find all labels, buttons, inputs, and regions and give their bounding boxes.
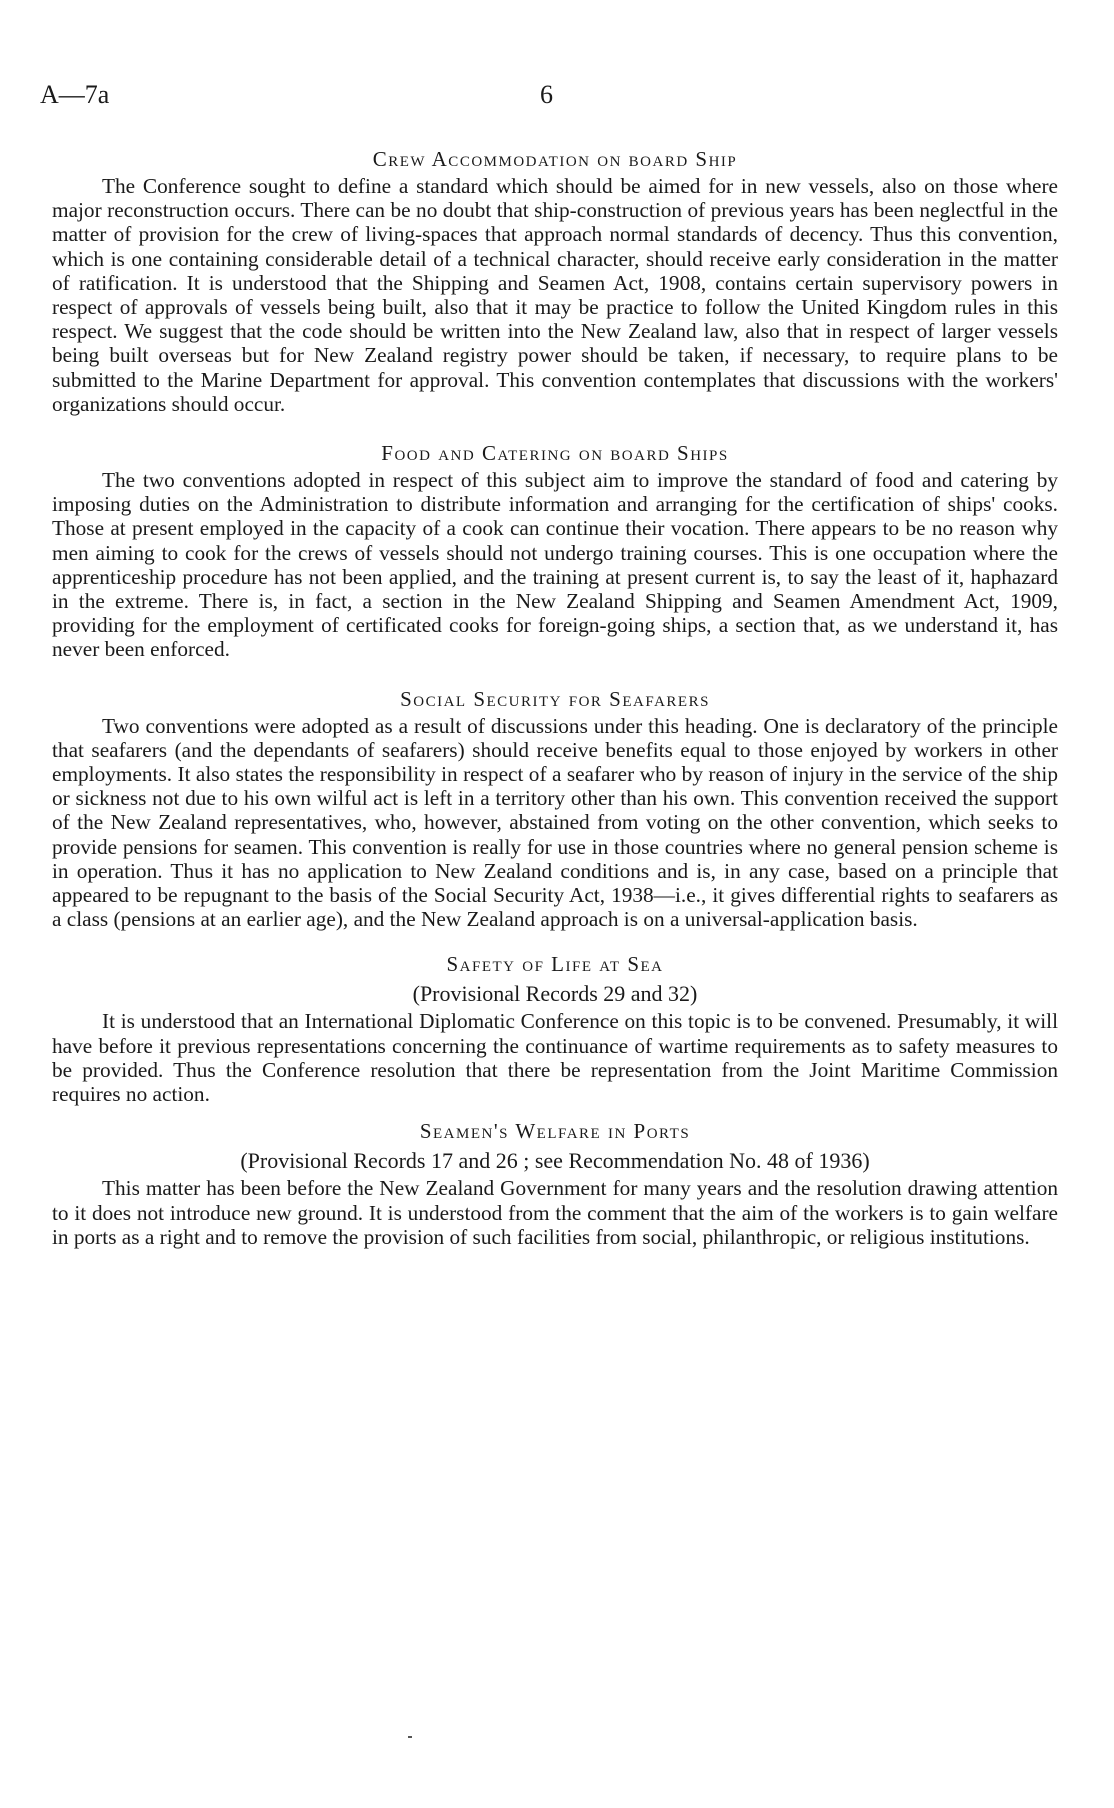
section-seamens-welfare: [52, 1116, 1058, 1249]
section-paragraph: It is understood that an International Diplomatic Conference on this topic is to be convened. Presumably, it will have before it previous representations concerning the continuance of wartime requirements as to safety measures to be provided. Thus the Conference resolution that there be representation from the Joint Maritime Commission requires no action.: [52, 1009, 1058, 1107]
stray-ink-mark: [408, 1736, 412, 1738]
section-paragraph: Two conventions were adopted as a result of discussions under this heading. One is declaratory of the principle that seafarers (and the dependants of seafarers) should receive benefits equal to those enjoyed by workers in other employments. It also states the responsibility in respect of a seafarer who by reason of injury in the service of the ship or sickness not due to his own wilful act is left in a territory other than his own. This convention received the support of the New Zealand representatives, who, however, abstained from voting on the other convention, which seeks to provide pensions for seamen. This convention is really for use in those countries where no general pension scheme is in operation. Thus it has no application to New Zealand conditions and is, in any case, based on a principle that appeared to be repugnant to the basis of the Social Security Act, 1938—i.e., it gives differential rights to seafarers as a class (pensions at an earlier age), and the New Zealand approach is on a universal-application basis.: [52, 713, 1058, 932]
section-heading: Social Security for Seafarers: [400, 686, 710, 711]
section-subheading: (Provisional Records 29 and 32): [412, 981, 698, 1007]
section-crew-accommodation: [52, 144, 1058, 416]
section-heading: Safety of Life at Sea: [446, 952, 664, 977]
section-heading: Food and Catering on board Ships: [381, 441, 729, 466]
section-safety-of-life: [52, 949, 1058, 1106]
section-paragraph: This matter has been before the New Zealand Government for many years and the resolution drawing attention to it does not introduce new ground. It is understood from the comment that the aim of the workers is to gain welfare in ports as a right and to remove the provision of such facilities from social, philanthropic, or religious institutions.: [52, 1176, 1058, 1249]
section-paragraph: The two conventions adopted in respect of this subject aim to improve the standard of food and catering by imposing duties on the Administration to distribute information and arranging for the certification of ships' cooks. Those at present employed in the capacity of a cook can continue their vocation. There appears to be no reason why men aiming to cook for the crews of vessels should not undergo training courses. This is one occupation where the apprenticeship procedure has not been applied, and the training at present current is, to say the least of it, haphazard in the extreme. There is, in fact, a section in the New Zealand Shipping and Seamen Amendment Act, 1909, providing for the employment of certificated cooks for foreign-going ships, a section that, as we understand it, has never been enforced.: [52, 468, 1058, 662]
page-number: 6: [540, 80, 553, 109]
section-heading: Crew Accommodation on board Ship: [372, 147, 738, 171]
document-body: [52, 144, 1058, 1249]
section-food-catering: [52, 438, 1058, 662]
section-subheading: (Provisional Records 17 and 26 ; see Recommendation No. 48 of 1936): [240, 1148, 870, 1174]
section-paragraph: The Conference sought to define a standard which should be aimed for in new vessels, also on those where major reconstruction occurs. There can be no doubt that ship-construction of previous years has been neglectful in the matter of provision for the crew of living-spaces that approach normal standards of decency. Thus this convention, which is one containing considerable detail of a technical character, should receive early consideration in the matter of ratification. It is understood that the Shipping and Seamen Act, 1908, contains certain supervisory powers in respect of approvals of vessels being built, also that it may be practice to follow the United Kingdom rules in this respect. We suggest that the code should be written into the New Zealand law, also that in respect of larger vessels being built overseas but for New Zealand registry power should be taken, if necessary, to require plans to be submitted to the Marine Department for approval. This convention contemplates that discussions with the workers' organizations should occur.: [52, 174, 1058, 416]
section-heading: Seamen's Welfare in Ports: [419, 1119, 691, 1144]
section-social-security: [52, 684, 1058, 932]
document-reference: A—7a: [40, 80, 110, 109]
